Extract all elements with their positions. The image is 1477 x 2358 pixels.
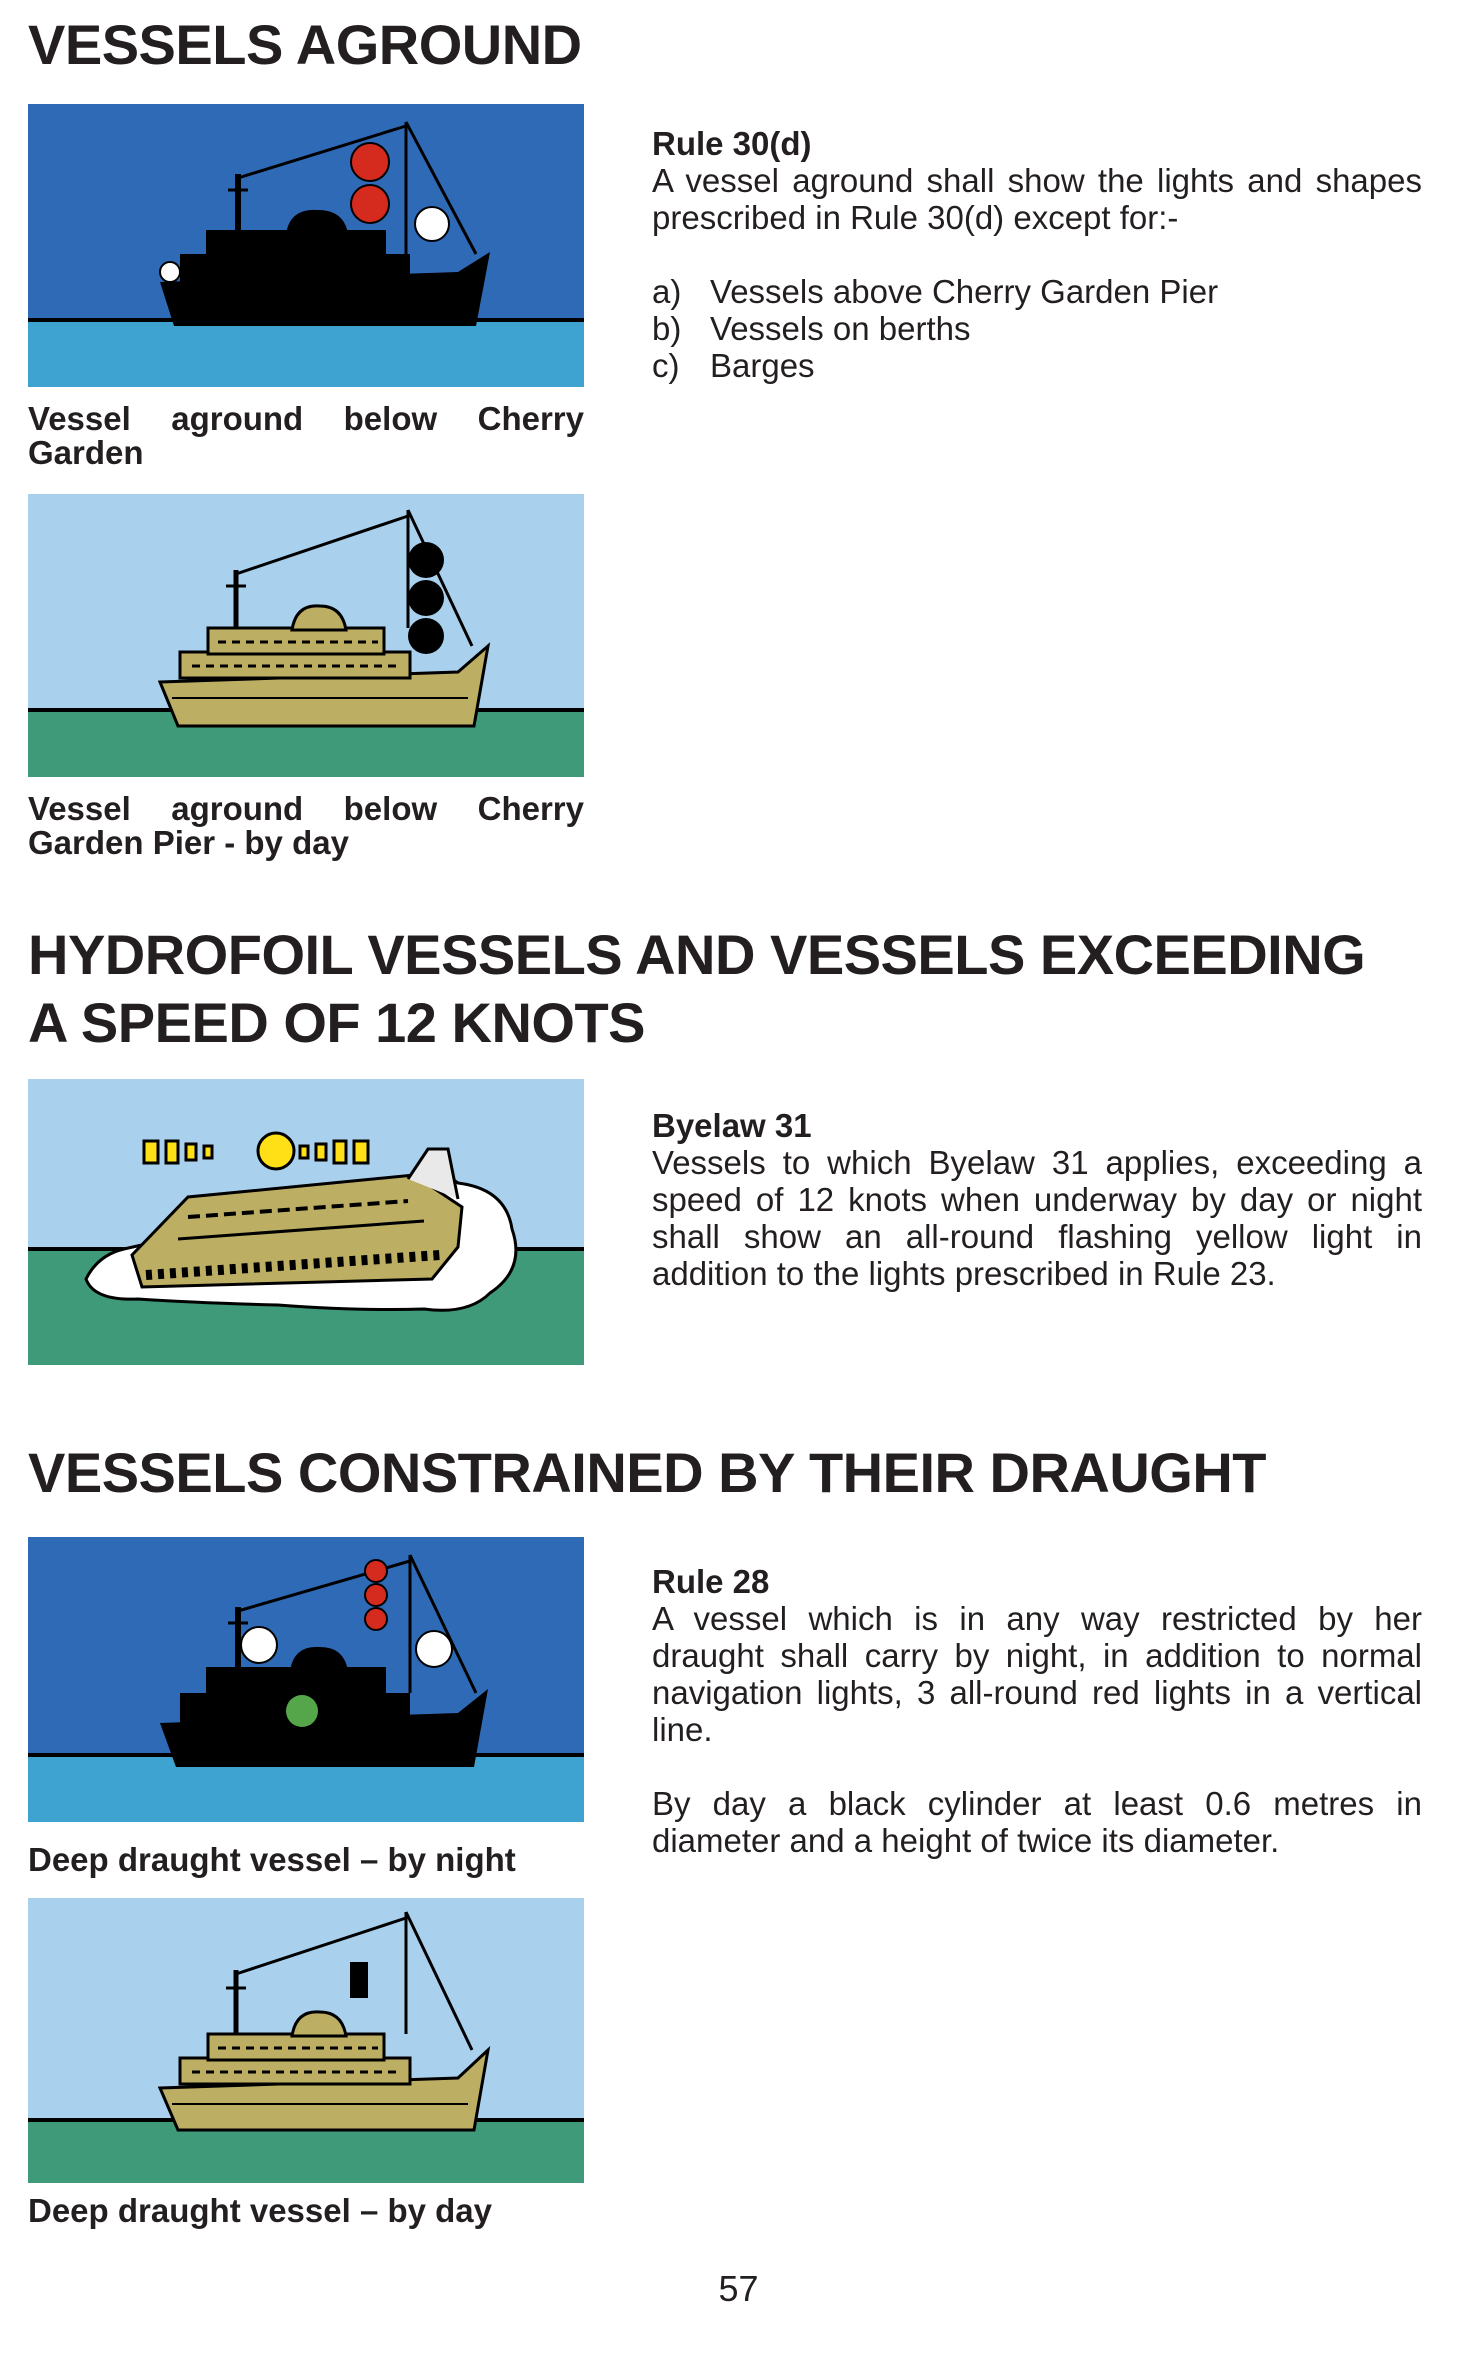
list-item-label: b) [652,310,682,347]
rule-28-body-2: By day a black cylinder at least 0.6 metres in diameter and a height of twice its diameter. [652,1785,1422,1859]
illustration-draught-day [28,1898,584,2183]
list-item-text: Vessels on berths [710,310,971,347]
caption-aground-night: Vessel aground below Cherry Garden [28,400,584,471]
rule-30d-body: A vessel aground shall show the lights and shapes prescribed in Rule 30(d) except for:- [652,162,1422,236]
heading-hydrofoil-line2: A SPEED OF 12 KNOTS [28,991,645,1054]
rule-28-body-1: A vessel which is in any way restricted by her draught shall carry by night, in addition to normal navigation lights, 3 all-round red lights in a vertical line. [652,1600,1422,1748]
list-item [652,347,1422,384]
list-item-label: a) [652,273,682,310]
list-item-label: c) [652,347,680,384]
byelaw-31-body: Vessels to which Byelaw 31 applies, exceeding a speed of 12 knots when underway by day or night shall show an all-round flashing yellow light in addition to the lights prescribed in Rule 23. [652,1144,1422,1292]
byelaw-31-title: Byelaw 31 [652,1107,812,1144]
list-item [652,310,1422,347]
rule-30d-title: Rule 30(d) [652,125,812,162]
illustration-aground-day [28,494,584,777]
caption-draught-day: Deep draught vessel – by day [28,2192,493,2229]
byelaw-31-text [652,1107,1422,1292]
rule-28-title: Rule 28 [652,1563,770,1600]
illustration-draught-night [28,1537,584,1822]
caption-aground-day: Vessel aground below Cherry Garden Pier - by day [28,790,584,861]
list-item [652,273,1422,310]
exceptions-list [652,273,1422,384]
heading-draught: VESSELS CONSTRAINED BY THEIR DRAUGHT [28,1441,1266,1504]
rule-28-text [652,1563,1422,1859]
rule-30d-text [652,125,1422,384]
list-item-text: Vessels above Cherry Garden Pier [710,273,1219,310]
illustration-hydrofoil [28,1079,584,1365]
page-number: 57 [718,2268,759,2309]
caption-draught-night: Deep draught vessel – by night [28,1841,516,1878]
heading-vessels-aground: VESSELS AGROUND [28,13,582,76]
list-item-text: Barges [710,347,815,384]
illustration-aground-night [28,104,584,387]
heading-hydrofoil-line1: HYDROFOIL VESSELS AND VESSELS EXCEEDING [28,923,1366,986]
